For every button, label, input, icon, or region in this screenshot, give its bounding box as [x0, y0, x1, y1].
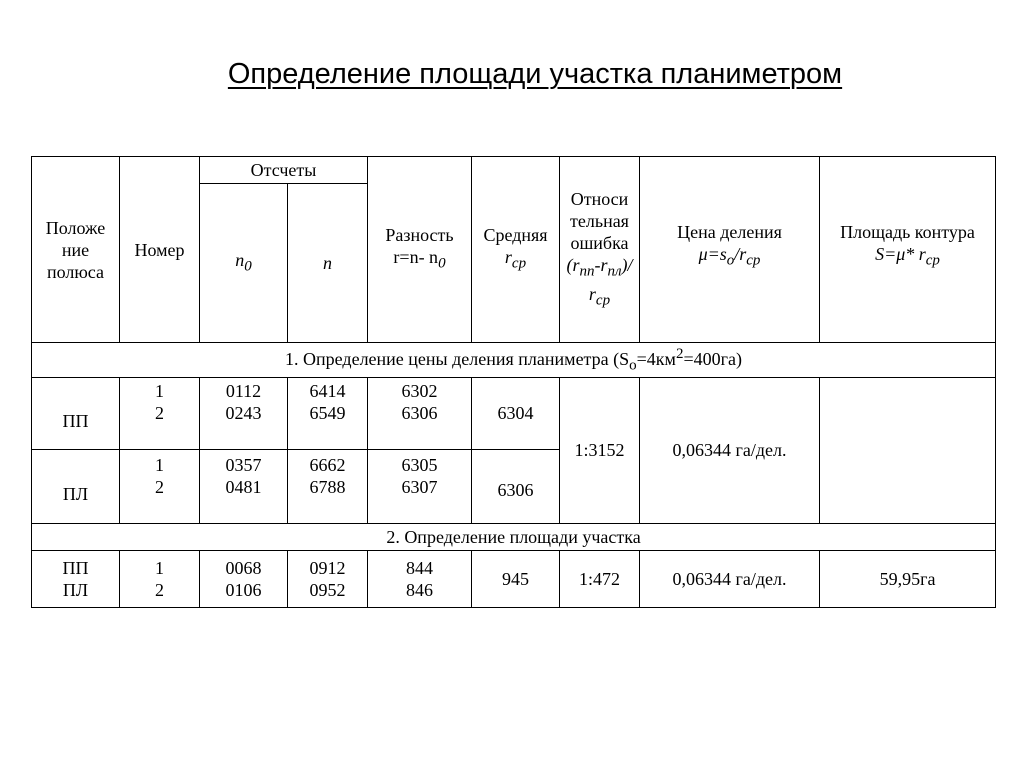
pp-n: 6414 6549: [288, 377, 368, 449]
pp-n0: 0112 0243: [200, 377, 288, 449]
header-position-line-3: полюса: [46, 261, 105, 282]
header-difference-label: Разность: [385, 225, 454, 246]
pl-average: 6306: [472, 449, 560, 523]
page-title: Определение площади участка планиметром: [227, 58, 843, 90]
header-difference-formula: r=n- $n_0$: [393, 247, 446, 272]
area-difference: 844 846: [368, 550, 472, 607]
header-rel-error-line-2: тельная: [570, 210, 629, 231]
header-rel-error-line-1: Относи: [570, 188, 629, 209]
header-position: [32, 157, 120, 343]
header-contour-area: [820, 157, 996, 343]
section-2-row: [32, 523, 996, 550]
pp-difference: 6302 6306: [368, 377, 472, 449]
header-readings: Отсчеты: [200, 157, 368, 184]
planimeter-table: [31, 156, 996, 608]
area-positions: ПП ПЛ: [32, 550, 120, 607]
section-2-title: 2. Определение площади участка: [32, 523, 996, 550]
section-1-relative-error: 1:3152: [560, 377, 640, 523]
section-1-division-price: 0,06344 га/дел.: [640, 377, 820, 523]
area-row: [32, 550, 996, 607]
area-n: 0912 0952: [288, 550, 368, 607]
section-1-title: 1. Определение цены деления планиметра $(S_о=4км^2=400га)$: [32, 343, 996, 378]
pl-n0: 0357 0481: [200, 449, 288, 523]
header-average-symbol: $r_{ср}$: [504, 247, 527, 272]
pl-difference: 6305 6307: [368, 449, 472, 523]
header-n: n: [288, 184, 368, 343]
area-n0: 0068 0106: [200, 550, 288, 607]
header-difference: [368, 157, 472, 343]
area-numbers: 1 2: [120, 550, 200, 607]
header-position-line-1: Положе: [45, 217, 106, 238]
header-area-label: Площадь контура: [840, 222, 975, 242]
pl-n: 6662 6788: [288, 449, 368, 523]
area-relative-error: 1:472: [560, 550, 640, 607]
area-contour-area: 59,95га: [820, 550, 996, 607]
pp-row: [32, 377, 996, 449]
header-row: [32, 157, 996, 184]
header-division-label: Цена деления: [677, 222, 782, 242]
area-average: 945: [472, 550, 560, 607]
header-number: Номер: [120, 157, 200, 343]
header-rel-error-formula: $(r_{пп}-r_{пл})/$: [566, 254, 633, 280]
header-position-line-2: ние: [61, 239, 90, 260]
header-division-price: [640, 157, 820, 343]
pl-numbers: 1 2: [120, 449, 200, 523]
header-rel-error-denominator: $r_{ср}$: [588, 283, 611, 309]
header-average: [472, 157, 560, 343]
pp-numbers: 1 2: [120, 377, 200, 449]
pp-average: 6304: [472, 377, 560, 449]
pl-position: ПЛ: [32, 449, 120, 523]
header-area-formula: S=μ* $r_{ср}$: [875, 244, 940, 269]
header-average-label: Средняя: [483, 225, 548, 246]
header-rel-error-line-3: ошибка: [570, 232, 629, 253]
section-1-area-empty: [820, 377, 996, 523]
header-division-formula: $\mu=s_o/r_{ср}$: [698, 244, 761, 269]
section-1-row: [32, 343, 996, 378]
header-n0: $n_0$: [200, 184, 288, 343]
pp-position: ПП: [32, 377, 120, 449]
area-division-price: 0,06344 га/дел.: [640, 550, 820, 607]
header-relative-error: [560, 157, 640, 343]
